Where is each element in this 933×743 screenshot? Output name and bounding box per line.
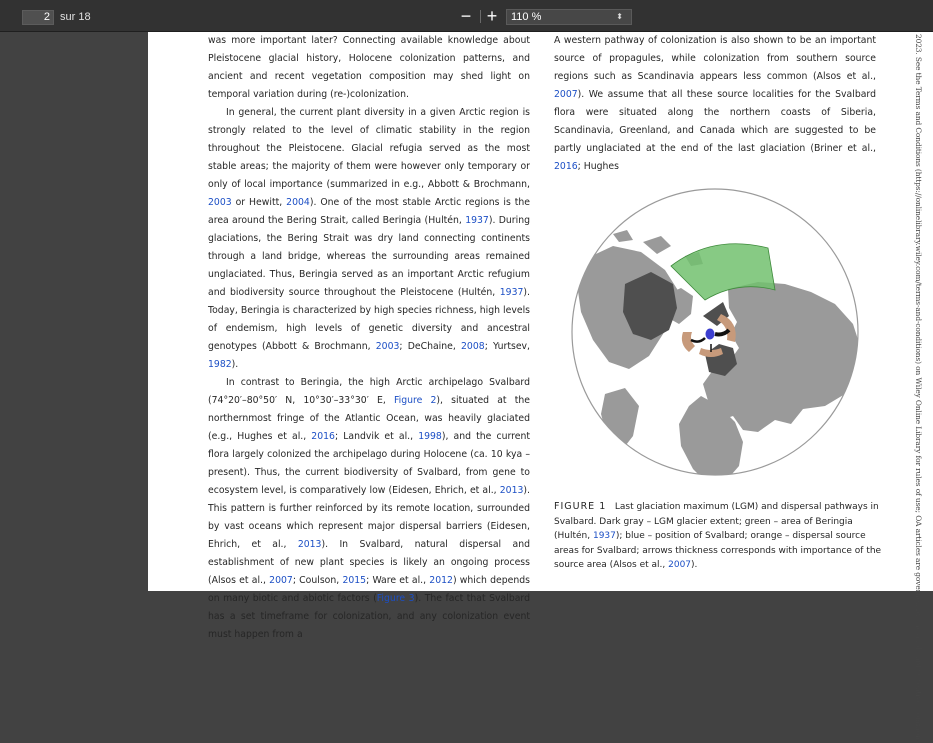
citation-link[interactable]: 2008: [461, 341, 485, 352]
license-text: 2023. See the Terms and Conditions (https://onlinelibrary.wiley.com/terms-and-conditions) on Wiley Online Library for rules of use; OA articles are governed by the applicable Creative Commons: [914, 34, 923, 743]
left-text-column: [208, 32, 530, 644]
zoom-out-button[interactable]: −: [460, 6, 472, 26]
citation-link[interactable]: 1937: [499, 287, 524, 298]
citation-link[interactable]: 2015: [342, 575, 367, 586]
citation-link[interactable]: 2003: [208, 197, 232, 208]
citation-link[interactable]: 2007: [554, 89, 578, 100]
body-text: ), situated at the northernmost fringe of the Atlantic Ocean, was heavily glaciated (e.g., Hughes et al.,: [208, 395, 530, 442]
body-text: ; Ware et al.,: [366, 575, 430, 586]
body-text: ). In Svalbard, natural dispersal and establishment of new plant species is likely an ongoing process (Alsos et al.,: [208, 539, 530, 586]
body-text: ). Today, Beringia is characterized by high species richness, high levels of endemism, high levels of genetic diversity and ancestral genotypes (Abbott & Brochmann,: [208, 287, 530, 352]
body-text: ); blue – position of Svalbard; orange – dispersal source areas for Svalbard; arrows thickness corresponds with importance of the source area (Alsos et al.,: [554, 531, 882, 570]
body-text: ; Landvik et al.,: [334, 431, 419, 442]
body-text: ; Hughes: [577, 161, 619, 172]
body-text: A western pathway of colonization is also shown to be an important source of propagules, while colonization from southern source regions such as Scandinavia appears less common (Alsos et al.,: [554, 35, 876, 82]
paragraph: [208, 374, 530, 644]
page-number-input[interactable]: 2: [22, 10, 54, 25]
citation-link[interactable]: 2004: [286, 197, 310, 208]
citation-link[interactable]: Figure 2: [393, 395, 437, 406]
figure-1-polar-map: [553, 184, 878, 489]
svalbard-position: [706, 329, 715, 340]
body-text: ).: [231, 359, 239, 370]
toolbar-separator: [480, 10, 481, 23]
body-text: or Hewitt,: [231, 197, 287, 208]
body-text: ).: [691, 560, 698, 570]
citation-link[interactable]: 1998: [418, 431, 442, 442]
paragraph: [554, 32, 876, 176]
caption-text: [554, 502, 881, 570]
body-text: ). We assume that all these source localities for the Svalbard flora were situated along the northern coasts of Siberia, Scandinavia, Greenland, and Canada which are suggested to be partly unglaciated at the end of the last glaciation (Briner et al.,: [554, 89, 876, 154]
citation-link[interactable]: 2007: [269, 575, 293, 586]
body-text: In general, the current plant diversity in a given Arctic region is strongly related to the level of climatic stability in the region throughout the Pleistocene. Glacial refugia served as the most stable areas; the majority of them were however only temporary or only of local importance (summarized in e.g., Abbott & Brochmann,: [208, 107, 530, 190]
figure-1-caption: [554, 500, 884, 573]
citation-link[interactable]: 2016: [311, 431, 335, 442]
paragraph: [208, 104, 530, 374]
citation-link[interactable]: 2013: [499, 485, 524, 496]
paragraph: [208, 32, 530, 104]
body-text: ). During glaciations, the Bering Strait was dry land connecting continents through a land bridge, whereas the surrounding areas remained unglaciated. Thus, Beringia served as an important Arctic refugium and biodiversity source throughout the Pleistocene (Hultén,: [208, 215, 531, 298]
citation-link[interactable]: 1982: [208, 359, 232, 370]
citation-link[interactable]: 2003: [375, 341, 400, 352]
chevron-updown-icon: ⬍: [616, 12, 623, 21]
body-text: ), and the current flora largely colonized the archipelago during Holocene (ca. 10 kya – present). Thus, the current biodiversity of Svalbard, from gene to ecosystem level, is comparatively low (Eidesen, Ehrich, et al.,: [208, 431, 531, 496]
body-text: ; DeChaine,: [399, 341, 462, 352]
zoom-level-value: 110 %: [511, 11, 542, 23]
citation-link[interactable]: 1937: [465, 215, 489, 226]
pdf-toolbar: [0, 0, 933, 32]
citation-link[interactable]: Figure 3: [376, 593, 415, 604]
body-text: In contrast to Beringia, the high Arctic archipelago Svalbard (74°20′–80°50′ N, 10°30′–33°30′ E,: [208, 377, 530, 406]
body-text: ). The fact that Svalbard has a set timeframe for colonization, and any colonization event must happen from a: [208, 593, 530, 640]
caption-label: FIGURE 1: [554, 501, 607, 512]
citation-link[interactable]: 2013: [297, 539, 322, 550]
body-text: Last glaciation maximum (LGM) and dispersal pathways in Svalbard. Dark gray – LGM glacier extent; green – area of Beringia (Hultén,: [554, 502, 879, 541]
citation-link[interactable]: 2007: [668, 560, 692, 570]
zoom-in-button[interactable]: +: [486, 6, 498, 26]
body-text: ; Yurtsev,: [484, 341, 530, 352]
laurentide-ice-sheet: [623, 272, 677, 340]
zoom-level-select[interactable]: [506, 9, 632, 25]
body-text: ; Coulson,: [292, 575, 343, 586]
body-text: ). This pattern is further reinforced by its remote location, surrounded by vast oceans which represent major dispersal barriers (Eidesen, Ehrich, et al.,: [208, 485, 530, 550]
right-text-column: [554, 32, 876, 176]
citation-link[interactable]: 1937: [592, 531, 616, 541]
citation-link[interactable]: 2016: [554, 161, 578, 172]
page-total-label: sur 18: [60, 11, 91, 23]
license-sidebar: [911, 34, 923, 743]
body-text: ) which depends on many biotic and abiotic factors (: [208, 575, 530, 604]
body-text: ). One of the most stable Arctic regions is the area around the Bering Strait, called Beringia (Hultén,: [208, 197, 530, 226]
document-page: [148, 32, 933, 743]
citation-link[interactable]: 2012: [429, 575, 453, 586]
body-text: was more important later? Connecting available knowledge about Pleistocene glacial history, Holocene colonization patterns, and ancient and recent vegetation composition may shed light on temporal variation during (re-)colonization.: [208, 35, 530, 100]
